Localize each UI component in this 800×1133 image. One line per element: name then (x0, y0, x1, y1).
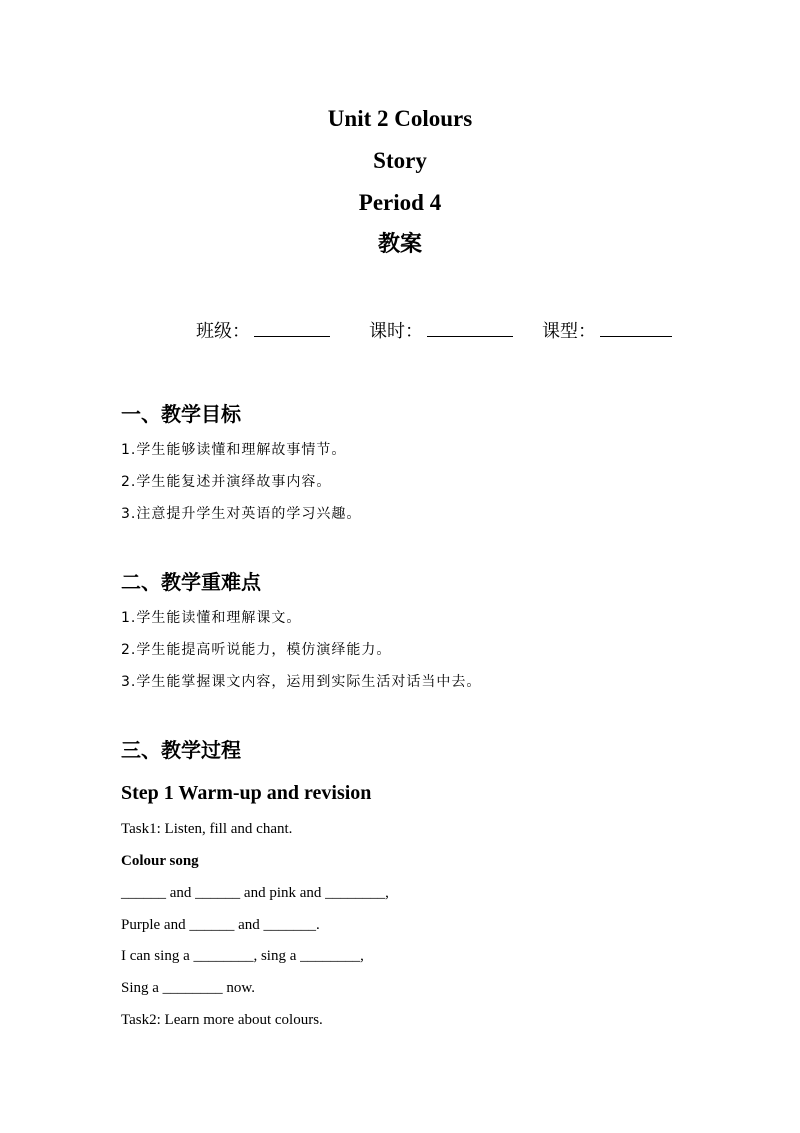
class-blank (254, 316, 330, 337)
task-line: Task1: Listen, fill and chant. (121, 821, 293, 837)
objective-item: 2.学生能复述并演绎故事内容。 (121, 474, 332, 490)
section-heading-objectives: 一、教学目标 (121, 402, 241, 426)
key-point-item: 1.学生能读懂和理解课文。 (121, 610, 302, 626)
key-point-item: 2.学生能提高听说能力，模仿演绎能力。 (121, 642, 392, 658)
song-line: Sing a ________ now. (121, 980, 256, 996)
objective-item: 1.学生能够读懂和理解故事情节。 (121, 442, 347, 458)
section-heading-key-points: 二、教学重难点 (121, 570, 261, 594)
type-field (542, 316, 672, 343)
song-title: Colour song (121, 853, 199, 869)
type-blank (600, 316, 672, 337)
period-blank (427, 316, 513, 337)
class-field (196, 316, 330, 343)
step-heading: Step 1 Warm-up and revision (121, 782, 372, 804)
lesson-title: Story (373, 148, 427, 173)
period-title: Period 4 (358, 190, 442, 215)
key-point-item: 3.学生能掌握课文内容，运用到实际生活对话当中去。 (121, 674, 482, 690)
meta-row (0, 316, 800, 346)
song-line: ______ and ______ and pink and ________, (121, 885, 389, 901)
class-label: 班级： (196, 321, 250, 342)
section-heading-process: 三、教学过程 (121, 738, 241, 762)
song-line: Purple and ______ and _______. (121, 917, 320, 933)
type-label: 课型： (542, 321, 596, 342)
objective-item: 3.注意提升学生对英语的学习兴趣。 (121, 506, 362, 522)
document-type-title: 教案 (377, 232, 422, 257)
song-line: I can sing a ________, sing a ________, (121, 948, 364, 964)
period-field (369, 316, 513, 343)
unit-title: Unit 2 Colours (327, 106, 473, 131)
task-line: Task2: Learn more about colours. (121, 1012, 323, 1028)
period-label: 课时： (369, 321, 423, 342)
